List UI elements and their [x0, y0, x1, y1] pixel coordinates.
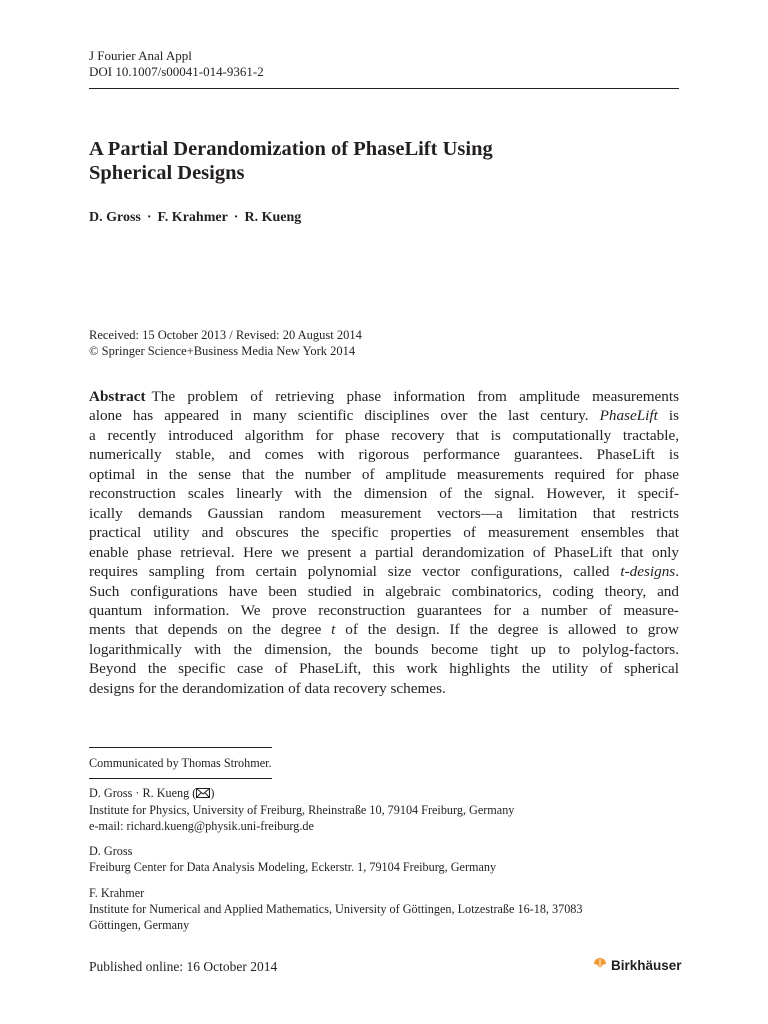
affiliation-block-3 [89, 885, 679, 933]
affiliation-gottingen-cont: Göttingen, Germany [89, 918, 190, 932]
abstract-line: Abstract The problem of retrieving phase information from amplitude measurements [89, 388, 679, 405]
abstract-line: ments that depends on the degree t of the design. If the degree is allowed to grow [89, 621, 679, 639]
received-date: Received: 15 October 2013 / Revised: 20 August 2014 [89, 328, 362, 342]
birkhauser-logo-icon [593, 957, 611, 974]
affiliation-block-1 [89, 785, 679, 834]
abstract-line: numerically stable, and comes with rigorous performance guarantees. PhaseLift is [89, 446, 679, 464]
author-name: F. Krahmer [89, 886, 145, 900]
author-1: D. Gross [89, 210, 141, 225]
affiliation-gottingen: Institute for Numerical and Applied Mathematics, University of Göttingen, Lotzestraße 16-18, 37083 [89, 902, 583, 916]
abstract-line: alone has appeared in many scientific disciplines over the last century. PhaseLift is [89, 407, 679, 425]
phaselift-term: PhaseLift [599, 407, 658, 425]
author-name: D. Gross [89, 844, 133, 858]
abstract-line: requires sampling from certain polynomial size vector configurations, called t-designs. [89, 563, 679, 581]
footnote-rule [89, 747, 272, 748]
footnote-rule [89, 778, 272, 779]
t-designs-term: t-designs [620, 563, 676, 581]
title-line-1: A Partial Derandomization of PhaseLift Using [89, 138, 493, 160]
dates-block [89, 327, 362, 359]
author-3: R. Kueng [244, 210, 302, 225]
degree-t: t [331, 621, 336, 639]
abstract-line: logarithmically with the dimension, the bounds become tight up to polylog-factors. [89, 640, 679, 658]
doi: DOI 10.1007/s00041-014-9361-2 [89, 64, 264, 79]
affiliation-fdm: Freiburg Center for Data Analysis Modeling, Eckerstr. 1, 79104 Freiburg, Germany [89, 860, 497, 874]
publisher-logo [593, 957, 682, 974]
abstract-line: quantum information. We prove reconstruction guarantees for a number of measure- [89, 601, 679, 619]
published-online: Published online: 16 October 2014 [89, 959, 278, 974]
abstract-line: reconstruction scales linearly with the dimension of the signal. However, it specif- [89, 485, 679, 503]
header-rule [89, 88, 679, 89]
copyright: © Springer Science+Business Media New York 2014 [89, 344, 356, 358]
author-separator: · [233, 210, 239, 225]
abstract-line: ically demands Gaussian random measurement vectors—a limitation that restricts [89, 504, 679, 522]
email[interactable]: e-mail: richard.kueng@physik.uni-freiburg.de [89, 819, 314, 833]
author-list [89, 210, 301, 226]
envelope-icon[interactable] [196, 786, 210, 802]
affiliation-block-2 [89, 843, 679, 875]
abstract-line: Beyond the specific case of PhaseLift, this work highlights the utility of spherical [89, 660, 679, 678]
author-separator: · [146, 210, 152, 225]
abstract-line: enable phase retrieval. Here we present a partial derandomization of PhaseLift that only [89, 543, 679, 561]
abstract-line: designs for the derandomization of data recovery schemes. [89, 679, 446, 697]
paper-title [89, 137, 679, 185]
affiliation-physics: Institute for Physics, University of Freiburg, Rheinstraße 10, 79104 Freiburg, Germany [89, 803, 515, 817]
journal-name: J Fourier Anal Appl [89, 48, 192, 63]
abstract-line: Such configurations have been studied in algebraic combinatorics, coding theory, and [89, 582, 679, 600]
journal-header [89, 48, 264, 80]
author-2: F. Krahmer [157, 210, 228, 225]
title-line-2: Spherical Designs [89, 162, 245, 184]
abstract-line: optimal in the sense that the number of amplitude measurements required for phase [89, 465, 679, 483]
corresponding-authors: D. Gross · R. Kueng ( ) [89, 786, 215, 800]
abstract-heading: Abstract [89, 388, 146, 405]
abstract-line: a recently introduced algorithm for phase recovery that is computationally tractable, [89, 426, 679, 444]
abstract [89, 387, 679, 698]
publisher-name: Birkhäuser [611, 958, 682, 973]
communicated-by: Communicated by Thomas Strohmer. [89, 756, 272, 770]
abstract-line: practical utility and obscures the specific properties of measurement ensembles that [89, 524, 679, 542]
